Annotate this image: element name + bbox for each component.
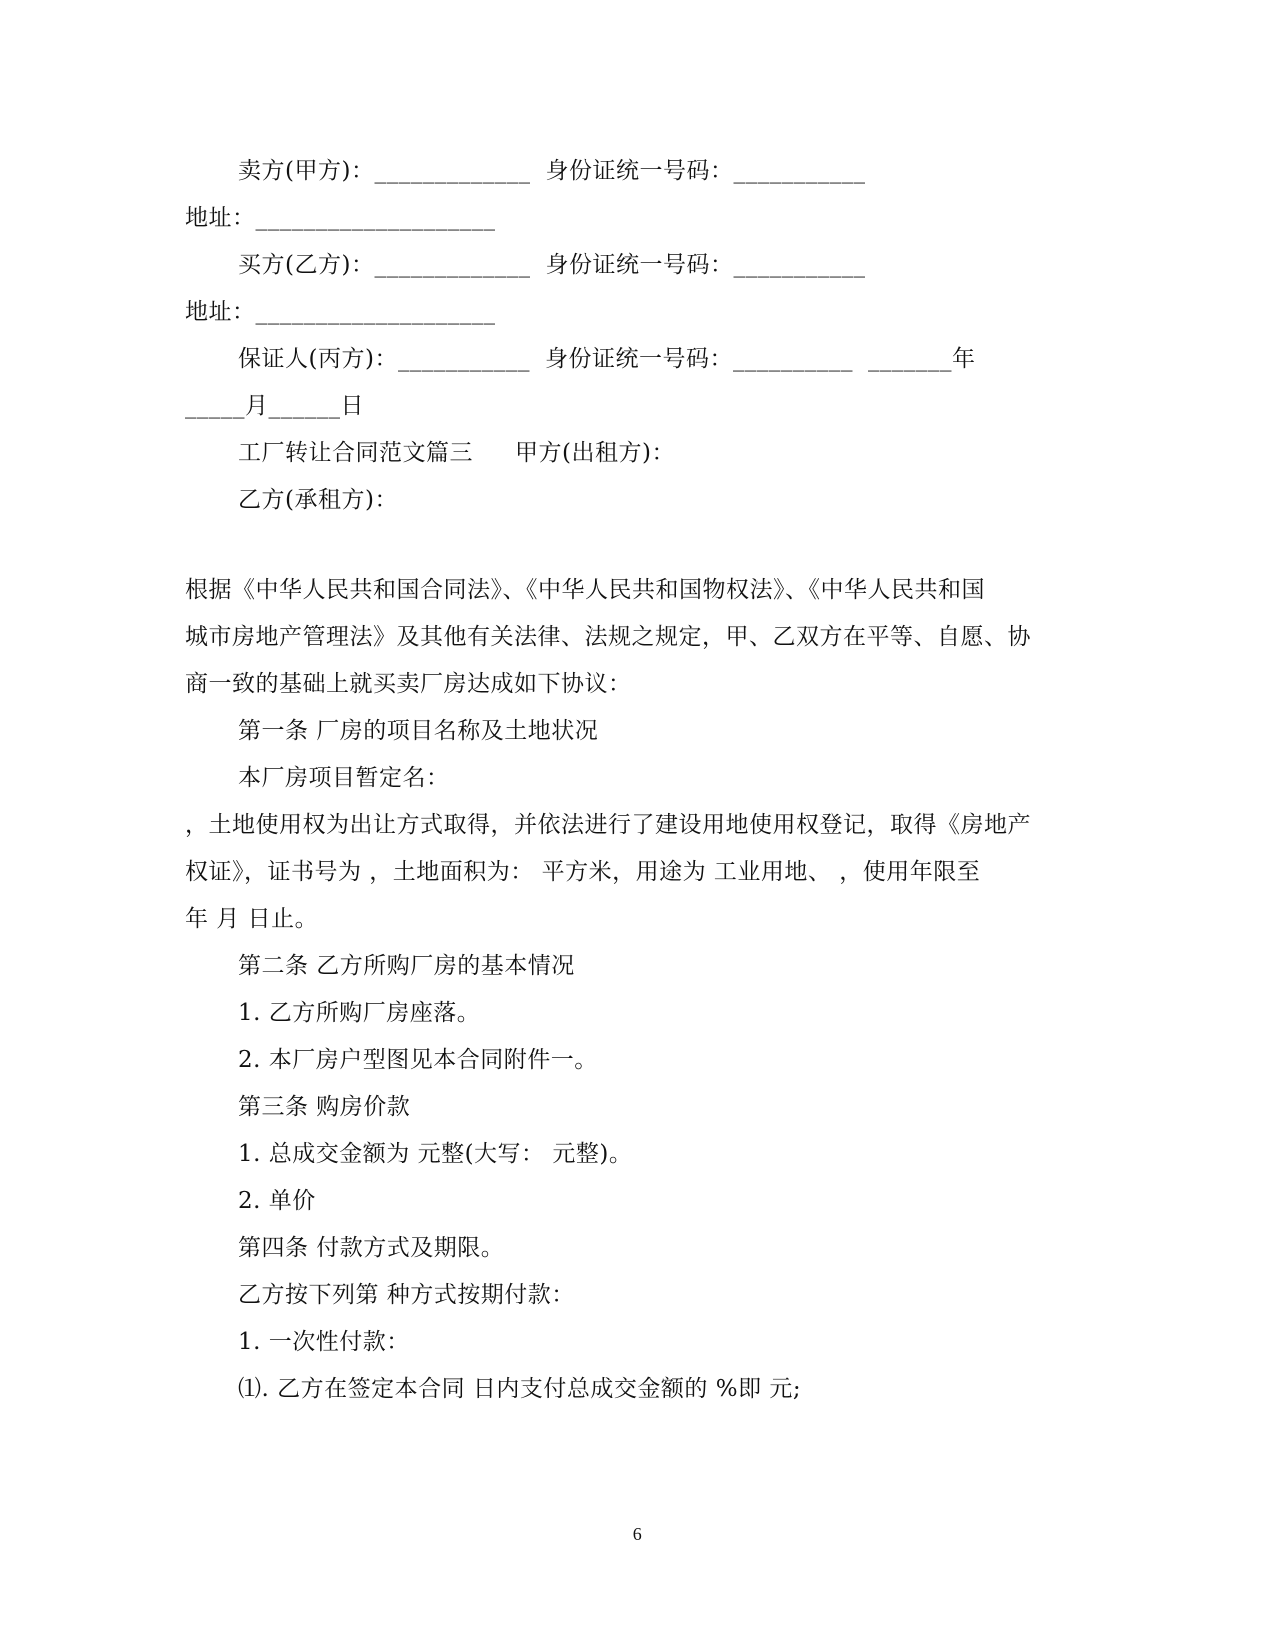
article-1-line-1: 本厂房项目暂定名： [238,765,450,791]
lessee-line [238,485,398,515]
address-label: 地址： [185,205,256,231]
guarantor-label: 保证人(丙方)： [238,346,398,372]
section-title: 工厂转让合同范文篇三 [238,440,473,466]
article-2-item-2: 2. 本厂房户型图见本合同附件一。 [238,1047,598,1073]
buyer-id-blank: ___________ [733,252,866,278]
address-blank: ____________________ [255,205,496,231]
buyer-id-label: 身份证统一号码： [545,252,734,278]
article-1-line-3: 权证》，证书号为 ，土地面积为： 平方米，用途为 工业用地、 ，使用年限至 [185,859,981,885]
preamble-line-1: 根据《中华人民共和国合同法》、《中华人民共和国物权法》、《中华人民共和国 [185,577,985,603]
day-blank: ______ [268,393,341,419]
article-3-title: 第三条 购房价款 [238,1094,411,1120]
day-text: 日 [340,393,364,419]
preamble-line-3: 商一致的基础上就买卖厂房达成如下协议： [185,671,632,697]
seller-blank: _____________ [374,158,531,184]
buyer-blank: _____________ [374,252,531,278]
seller-label: 卖方(甲方)： [238,158,375,184]
buyer-line [238,250,865,280]
article-4-title: 第四条 付款方式及期限。 [238,1235,505,1261]
year-text: 年 [951,346,976,372]
guarantor-blank: ___________ [397,346,530,372]
article-1-line-4: 年 月 日止。 [185,906,319,932]
buyer-label: 买方(乙方)： [238,252,375,278]
page-number: 6 [632,1524,643,1544]
month-blank: _____ [185,393,245,419]
article-4-line-2: 1. 一次性付款： [238,1329,410,1355]
article-3-item-1: 1. 总成交金额为 元整(大写： 元整)。 [238,1141,633,1167]
seller-line [238,156,865,186]
year-blank: _______ [867,346,952,372]
date-line [185,391,364,421]
address-label: 地址： [185,299,256,325]
buyer-address-line [185,297,496,327]
preamble-line-2: 城市房地产管理法》及其他有关法律、法规之规定，甲、乙双方在平等、自愿、协 [185,624,1031,650]
article-2-title: 第二条 乙方所购厂房的基本情况 [238,953,575,979]
month-text: 月 [245,393,269,419]
article-1-line-2: ，土地使用权为出让方式取得，并依法进行了建设用地使用权登记，取得《房地产 [185,812,1031,838]
article-4-line-1: 乙方按下列第 种方式按期付款： [238,1282,575,1308]
guarantor-id-label: 身份证统一号码： [544,346,733,372]
section-title-line [238,438,675,468]
lessee-label: 乙方(承租方)： [238,487,398,513]
seller-id-blank: ___________ [733,158,866,184]
article-4-line-3: ⑴. 乙方在签定本合同 日内支付总成交金额的 %即 元; [238,1376,802,1402]
seller-address-line [185,203,496,233]
lessor-label: 甲方(出租方)： [515,440,675,466]
article-1-title: 第一条 厂房的项目名称及土地状况 [238,718,599,744]
address-blank: ____________________ [255,299,496,325]
seller-id-label: 身份证统一号码： [545,158,734,184]
article-3-item-2: 2. 单价 [238,1188,316,1214]
article-2-item-1: 1. 乙方所购厂房座落。 [238,1000,481,1026]
guarantor-line [238,344,975,374]
guarantor-id-blank: __________ [732,346,853,372]
